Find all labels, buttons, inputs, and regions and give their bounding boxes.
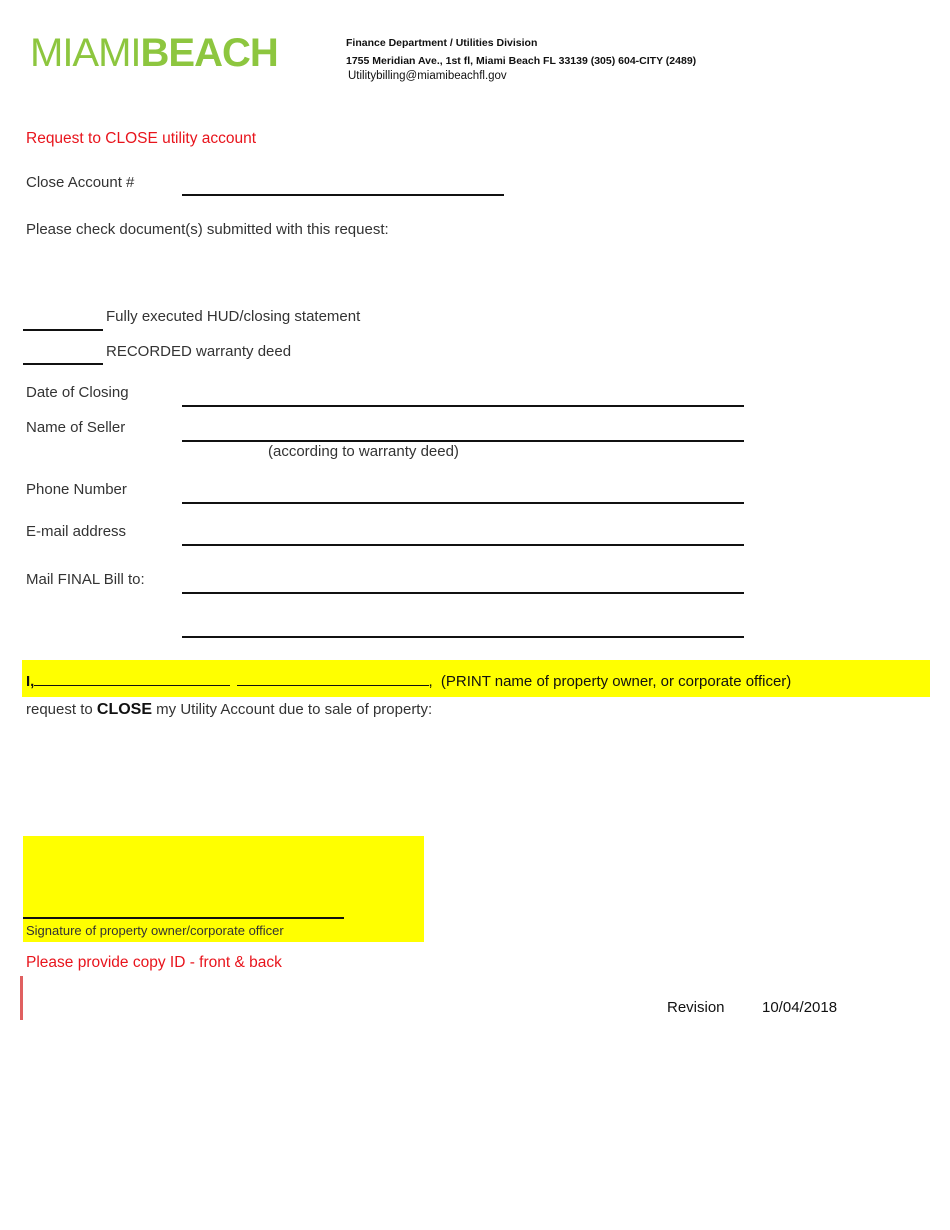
close-account-label: Close Account #: [26, 174, 135, 191]
owner-instruction: (PRINT name of property owner, or corporate officer): [440, 673, 792, 690]
check-documents-instruction: Please check document(s) submitted with this request:: [26, 221, 389, 238]
warranty-deed-label: RECORDED warranty deed: [106, 343, 292, 360]
logo-miami-text: MIAMI: [30, 31, 141, 75]
mail-final-bill-field-1[interactable]: [182, 592, 744, 594]
warranty-deed-checkline[interactable]: [23, 363, 103, 365]
mail-final-bill-field-2[interactable]: [182, 636, 744, 638]
owner-last-name-field[interactable]: [237, 669, 429, 686]
department-name: Finance Department / Utilities Division: [346, 37, 538, 49]
hud-statement-label: Fully executed HUD/closing statement: [106, 308, 361, 325]
owner-name-line: [26, 669, 791, 690]
logo-beach-text: BEACH: [140, 31, 278, 75]
email-address-label: E-mail address: [26, 523, 127, 540]
date-of-closing-field[interactable]: [182, 405, 744, 407]
request-after: my Utility Account due to sale of property:: [152, 701, 433, 718]
request-close-emphasis: CLOSE: [96, 701, 153, 718]
owner-first-name-field[interactable]: [34, 669, 230, 686]
hud-statement-checkline[interactable]: [23, 329, 103, 331]
miami-beach-logo: [30, 30, 278, 76]
signature-field[interactable]: [23, 917, 344, 919]
seller-note: (according to warranty deed): [268, 443, 459, 460]
phone-number-label: Phone Number: [26, 481, 127, 498]
owner-comma: ,: [428, 673, 433, 690]
id-copy-note: Please provide copy ID - front & back: [26, 954, 282, 971]
name-of-seller-label: Name of Seller: [26, 419, 126, 436]
close-account-field[interactable]: [182, 194, 504, 196]
phone-number-field[interactable]: [182, 502, 744, 504]
revision-label: Revision: [667, 999, 725, 1016]
request-statement: [26, 701, 432, 719]
margin-marker: [20, 976, 23, 1020]
owner-prefix: I,: [26, 673, 35, 690]
department-email: Utilitybilling@miamibeachfl.gov: [348, 70, 507, 82]
request-before: request to: [26, 701, 97, 718]
form-title: Request to CLOSE utility account: [26, 130, 257, 147]
date-of-closing-label: Date of Closing: [26, 384, 129, 401]
email-address-field[interactable]: [182, 544, 744, 546]
signature-label: Signature of property owner/corporate officer: [26, 923, 284, 938]
mail-final-bill-label: Mail FINAL Bill to:: [26, 571, 145, 588]
name-of-seller-field[interactable]: [182, 440, 744, 442]
revision-date: 10/04/2018: [762, 999, 838, 1016]
department-address: 1755 Meridian Ave., 1st fl, Miami Beach FL 33139 (305) 604-CITY (2489): [346, 55, 697, 67]
